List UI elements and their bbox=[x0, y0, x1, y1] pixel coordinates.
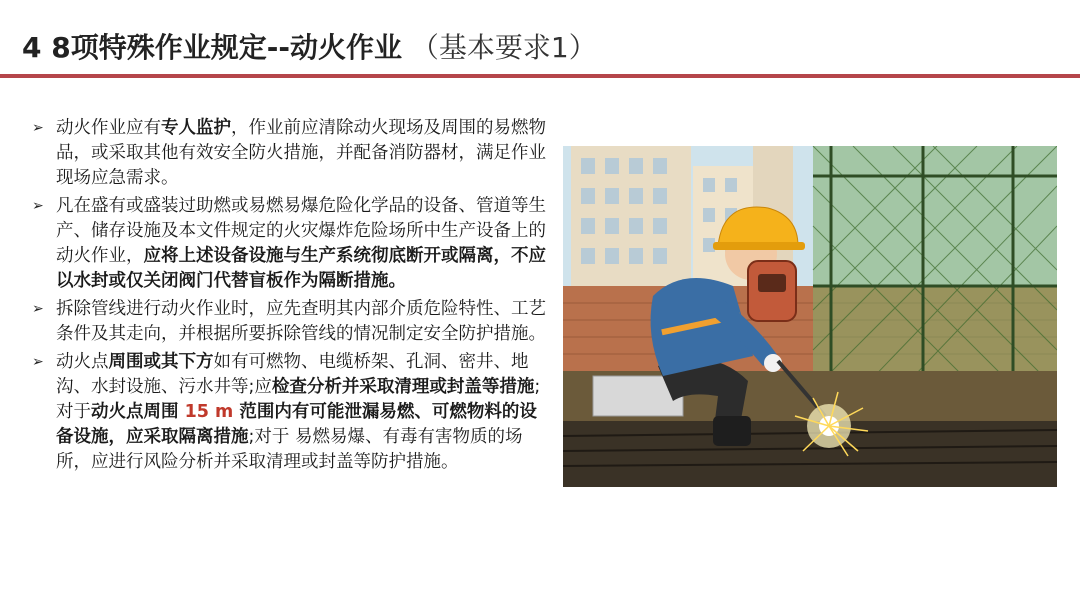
page-title bbox=[22, 28, 597, 68]
distance-highlight: 15 m bbox=[184, 402, 234, 422]
arrow-bullet-icon: ➢ bbox=[32, 120, 44, 136]
bullet-emphasis: 动火点周围 bbox=[91, 402, 185, 422]
bullet-text: 拆除管线进行动火作业时，应先查明其内部介质危险特性、工艺条件及其走向，并根据所要拆除管线的情况制定安全防护措施。 bbox=[56, 299, 546, 344]
title-main: 4 8项特殊作业规定--动火作业 bbox=[22, 31, 402, 64]
bullet-emphasis: 检查分析并采取清理或封盖等措施 bbox=[271, 377, 535, 397]
bullet-list bbox=[30, 116, 550, 478]
bullet-text: ，作业前应清除动火现场及周围的易燃物品，或采取其他有效安全防火措施，并配备消防器材，满足作业现场应急需求。 bbox=[56, 118, 546, 188]
bullet-text: ;对于 bbox=[56, 377, 541, 422]
welder-illustration bbox=[563, 146, 1057, 487]
list-item bbox=[30, 116, 550, 191]
bullet-text: 如有可燃物、电缆桥架、孔洞、密井、地沟、水封设施、污水井等;应 bbox=[56, 352, 529, 397]
list-item bbox=[30, 297, 550, 347]
title-subtitle: （基本要求1） bbox=[410, 31, 597, 64]
bullet-text: ;对于 易燃易爆、有毒有害物质的场所，应进行风险分析并采取清理或封盖等防护措施。 bbox=[56, 427, 523, 472]
bullet-text: 凡在盛有或盛装过助燃或易燃易爆危险化学品的设备、管道等生产、储存设施及本文件规定的火灾爆炸危险场所中生产设备上的动火作业， bbox=[56, 196, 546, 266]
arrow-bullet-icon: ➢ bbox=[32, 301, 44, 317]
bullet-emphasis: 应将上述设备设施与生产系统彻底断开或隔离，不应以水封或仅关闭阀门代替盲板作为隔断措施。 bbox=[56, 246, 546, 291]
bullet-emphasis: 专人监护 bbox=[161, 118, 231, 138]
list-item bbox=[30, 194, 550, 294]
arrow-bullet-icon: ➢ bbox=[32, 354, 44, 370]
bullet-emphasis: 范围内有可能泄漏易燃、可燃物料的设备设施，应采取隔离措施 bbox=[56, 402, 537, 447]
list-item bbox=[30, 350, 550, 475]
arrow-bullet-icon: ➢ bbox=[32, 198, 44, 214]
title-divider bbox=[0, 74, 1080, 78]
bullet-text: 动火点 bbox=[56, 352, 109, 372]
bullet-text: 动火作业应有 bbox=[56, 118, 161, 138]
bullet-emphasis: 周围或其下方 bbox=[108, 352, 214, 372]
